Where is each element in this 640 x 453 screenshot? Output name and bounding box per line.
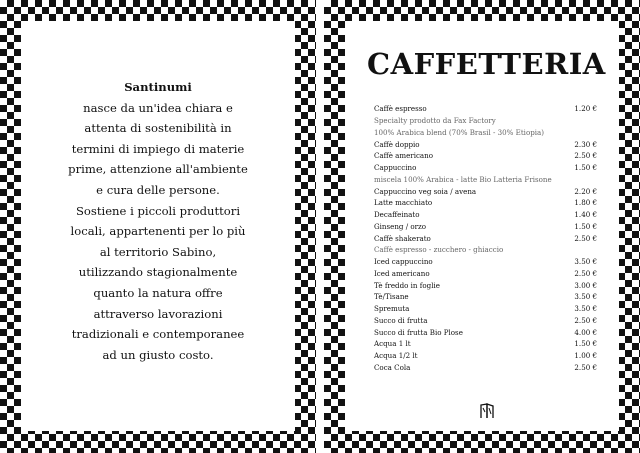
menu-item-price: 1.20 € [574,104,597,114]
menu-item-price: 3.50 € [574,257,597,267]
about-line: e cura delle persone. [96,182,220,197]
about-line: nasce da un'idea chiara e [83,100,233,115]
about-line: attraverso lavorazioni [93,306,223,321]
menu-item-price: 2.50 € [574,151,597,161]
menu-item-row [374,326,597,338]
about-line: utilizzando stagionalmente [78,265,238,280]
menu-note-row [374,115,597,127]
menu-item-row [374,221,597,233]
menu-item-price: 3.50 € [574,292,597,302]
menu-item-row [374,291,597,303]
menu-item-price: 1.50 € [574,221,597,231]
left-page-content [21,21,295,431]
menu-item-name: Acqua 1/2 lt [374,351,418,361]
menu-note-row [374,244,597,256]
menu-item-row [374,197,597,209]
menu-item-note: miscela 100% Arabica - latte Bio Latteria Frisone [374,174,552,184]
right-page-content [345,21,619,431]
menu-item-name: Tè freddo in foglie [374,280,440,290]
about-line: attenta di sostenibilità in [84,121,232,136]
menu-item-price: 1.50 € [574,339,597,349]
menu-note-row [374,174,597,186]
menu-item-price: 2.20 € [574,186,597,196]
about-line: ad un giusto costo. [102,347,214,362]
menu-item-price: 1.00 € [574,351,597,361]
santinumi-logo-icon [480,403,494,419]
about-line: tradizionali e contemporanee [71,327,245,342]
menu-item-name: Spremuta [374,304,410,314]
about-text [21,77,295,365]
about-line: Sostiene i piccoli produttori [75,203,241,218]
brand-name: Santinumi [124,80,192,94]
menu-item-name: Iced cappuccino [374,257,433,267]
menu-item-price: 2.50 € [574,315,597,325]
menu-item-row [374,279,597,291]
menu-note-row [374,127,597,139]
menu-item-price: 1.80 € [574,198,597,208]
menu-item-note: Caffè espresso - zucchero - ghiaccio [374,245,504,255]
menu-item-row [374,315,597,327]
menu-item-row [374,338,597,350]
menu-item-row [374,138,597,150]
menu-item-name: Coca Cola [374,362,411,372]
menu-item-row [374,209,597,221]
menu-item-name: Caffè americano [374,151,434,161]
menu-item-price: 4.00 € [574,327,597,337]
about-line: termini di impiego di materie [71,141,245,156]
menu-item-row [374,185,597,197]
menu-title: CAFFETTERIA [367,47,606,81]
menu-item-name: Caffè doppio [374,139,420,149]
menu-item-name: Succo di frutta Bio Plose [374,327,463,337]
menu-item-name: Caffè espresso [374,104,427,114]
right-menu-page [324,0,640,453]
menu-item-name: Cappuccino [374,163,417,173]
menu-item-row [374,232,597,244]
menu-item-note: 100% Arabica blend (70% Brasil - 30% Etiopia) [374,127,545,137]
menu-item-name: Decaffeinato [374,210,420,220]
menu-item-row [374,150,597,162]
menu-item-note: Specialty prodotto da Fax Factory [374,116,496,126]
about-line: al territorio Sabino, [99,244,217,259]
menu-item-row [374,103,597,115]
menu-item-row [374,256,597,268]
menu-list [374,103,597,373]
menu-item-price: 1.40 € [574,210,597,220]
menu-item-name: Caffè shakerato [374,233,431,243]
page-gutter [316,0,324,453]
menu-item-name: Tè/Tisane [374,292,409,302]
menu-item-price: 1.50 € [574,163,597,173]
about-line: locali, appartenenti per lo più [70,224,246,239]
left-menu-page [0,0,316,453]
menu-item-name: Latte macchiato [374,198,433,208]
menu-item-price: 2.30 € [574,139,597,149]
menu-item-row [374,268,597,280]
about-line: prime, attenzione all'ambiente [68,162,248,177]
menu-item-row [374,362,597,374]
menu-item-price: 2.50 € [574,268,597,278]
menu-item-name: Succo di frutta [374,315,428,325]
menu-item-name: Acqua 1 lt [374,339,411,349]
menu-item-row [374,303,597,315]
menu-item-name: Ginseng / orzo [374,221,427,231]
menu-item-row [374,350,597,362]
menu-item-price: 3.50 € [574,304,597,314]
about-line: quanto la natura offre [93,285,223,300]
menu-item-price: 2.50 € [574,362,597,372]
menu-item-price: 3.00 € [574,280,597,290]
menu-item-row [374,162,597,174]
menu-item-name: Iced americano [374,268,430,278]
menu-item-name: Cappuccino veg soia / avena [374,186,477,196]
menu-item-price: 2.50 € [574,233,597,243]
